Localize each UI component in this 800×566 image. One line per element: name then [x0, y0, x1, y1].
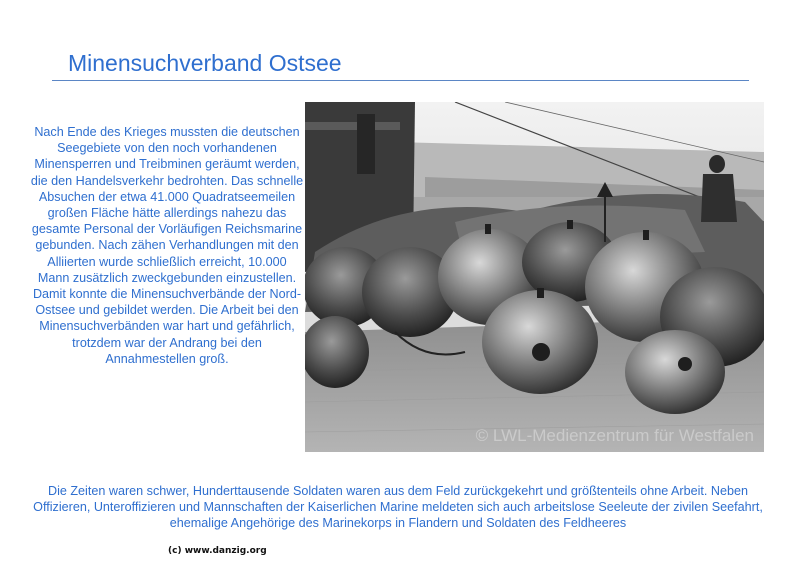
title-divider — [52, 80, 749, 81]
page-title: Minensuchverband Ostsee — [68, 50, 342, 76]
mines-photo-illustration — [305, 102, 764, 452]
bottom-paragraph: Die Zeiten waren schwer, Hunderttausende Soldaten waren aus dem Feld zurückgekehrt und größtenteils ohne Arbeit. Neben Offizieren, Unteroffizieren und Mannschaften der Kaiserlichen Marine meldeten sich auch arbeitslose Seeleute der zivilen Seefahrt, ehemalige Angehörige des Marinekorps in Flandern und Soldaten des Feldheeres — [33, 484, 763, 531]
left-paragraph: Nach Ende des Krieges mussten die deutschen Seegebiete von den noch vorhandenen Minensperren und Treibminen geräumt werden, die den Handelsverkehr bedrohten. Das schnelle Absuchen der etwa 41.000 Quadratseemeilen großen Fläche hätte allerdings nahezu das gesamte Personal der Vorläufigen Reichsmarine gebunden. Nach zähen Verhandlungen mit den Alliierten wurde schließlich erreicht, 10.000 Mann zusätzlich zweckgebunden einzustellen. Damit konnte die Minensuchverbände der Nord- Ostsee und gebildet werden. Die Arbeit bei den Minensuchverbänden war hart und gefährlich, trotzdem war der Andrang bei den Annahmestellen groß. — [30, 125, 304, 366]
photo-watermark: © LWL-Medienzentrum für Westfalen — [475, 426, 754, 445]
copyright-note: (c) www.danzig.org — [168, 546, 267, 556]
mines-photo — [305, 102, 764, 452]
